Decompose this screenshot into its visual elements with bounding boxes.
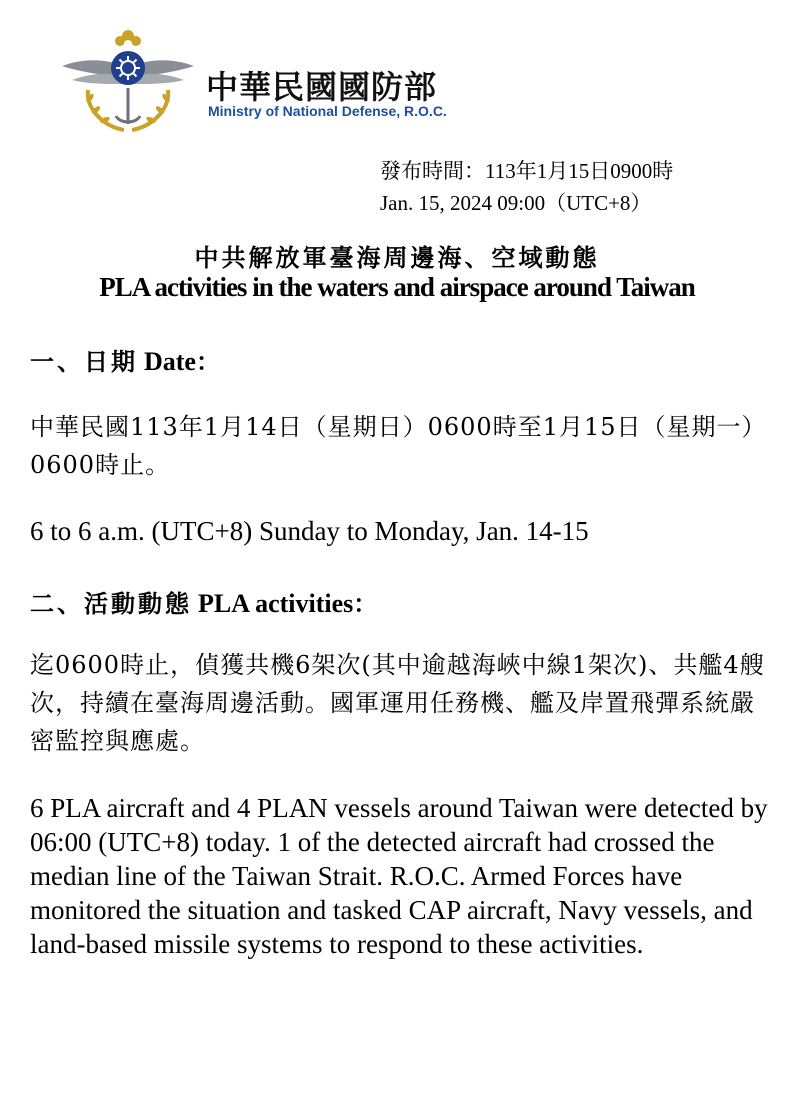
release-time: [380, 155, 673, 219]
release-time-zh: 發布時間：113年1月15日0900時: [380, 159, 674, 183]
section-date-heading-en: Date: [144, 347, 196, 376]
document-title-en: PLA activities in the waters and airspace around Taiwan: [99, 272, 695, 302]
org-name-zh: 中華民國國防部: [206, 68, 438, 106]
section-activities-heading-zh: 二、活動動態: [30, 590, 192, 618]
ministry-emblem-icon: [58, 28, 198, 136]
section-date-heading: [30, 342, 223, 377]
date-paragraph-en: 6 to 6 a.m. (UTC+8) Sunday to Monday, Jan. 14-15: [30, 516, 589, 546]
org-name-en: Ministry of National Defense, R.O.C.: [208, 103, 447, 119]
date-paragraph-zh: 中華民國113年1月14日（星期日）0600時至1月15日（星期一）0600時止。: [30, 413, 767, 479]
section-activities-heading-en: PLA activities: [198, 589, 354, 618]
section-date-heading-colon: ：: [195, 348, 223, 376]
release-time-en: Jan. 15, 2024 09:00（UTC+8）: [380, 191, 652, 215]
activities-paragraph-zh: 迄0600時止，偵獲共機6架次(其中逾越海峽中線1架次)、共艦4艘次，持續在臺海周邊活動。國軍運用任務機、艦及岸置飛彈系統嚴密監控與應處。: [30, 651, 765, 755]
section-activities-heading: [30, 584, 380, 619]
ministry-header: [58, 28, 558, 138]
activities-paragraph-en: 6 PLA aircraft and 4 PLAN vessels around Taiwan were detected by 06:00 (UTC+8) today. 1 of the detected aircraft had crossed the median line of the Taiwan Strait. R.O.C. Armed Forces have monitored the situation and tasked CAP aircraft, Navy vessels, and land-based missile systems to respond to these activities.: [30, 793, 768, 959]
section-activities-heading-colon: ：: [353, 590, 381, 618]
section-date-heading-zh: 一、日期: [30, 348, 138, 376]
document-title-zh: 中共解放軍臺海周邊海、空域動態: [194, 244, 600, 272]
